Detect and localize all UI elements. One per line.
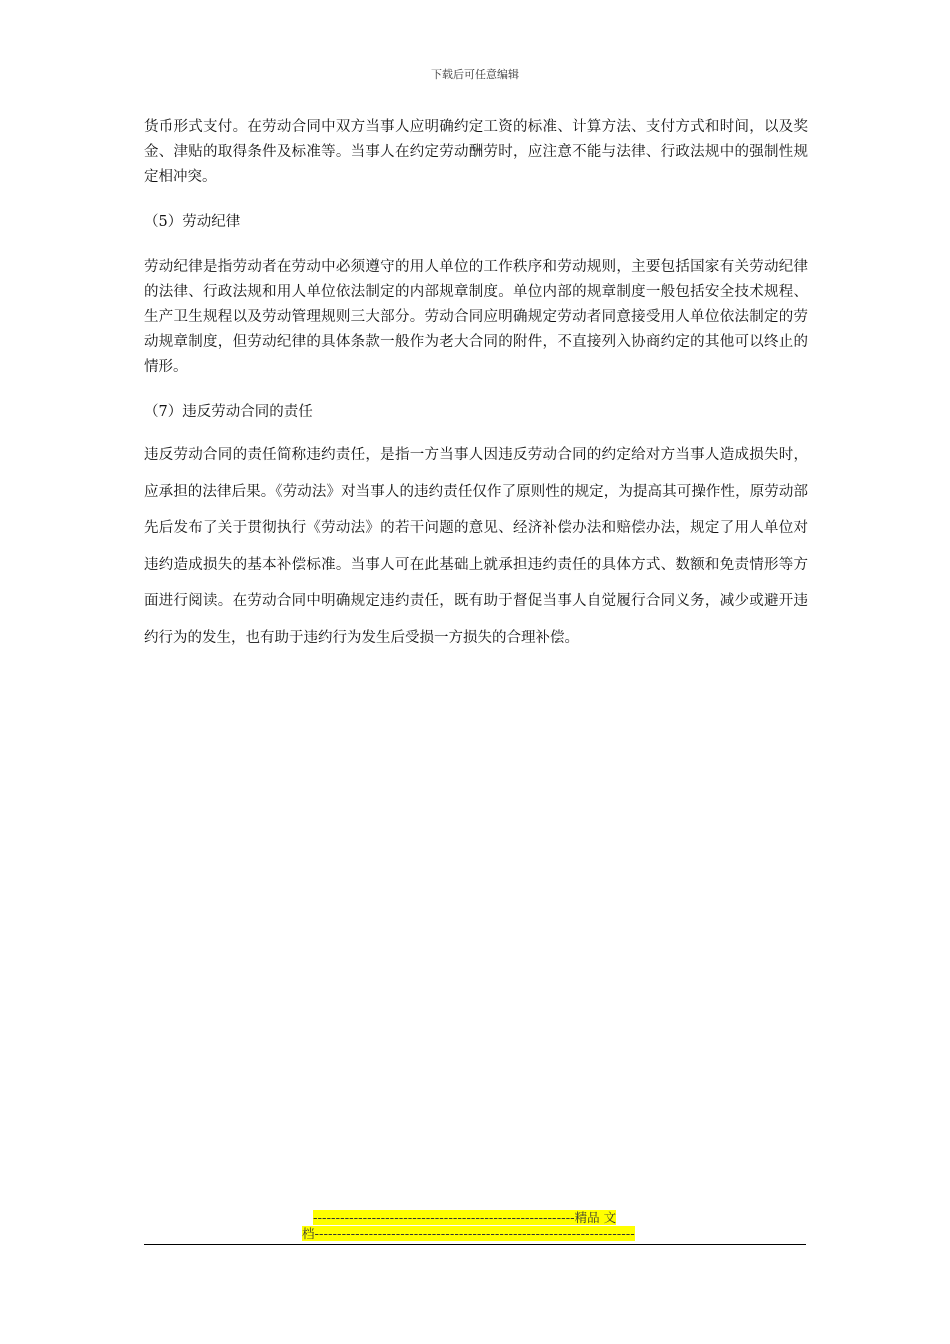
section-heading-labor-discipline: （5）劳动纪律 xyxy=(144,214,241,230)
paragraph-wage-payment: 货币形式支付。在劳动合同中双方当事人应明确约定工资的标准、计算方法、支付方式和时间，以及奖金、津贴的取得条件及标准等。当事人在约定劳动酬劳时，应注意不能与法律、行政法规中的强制性规定相冲突。 xyxy=(144,119,808,185)
paragraph-breach-liability: 违反劳动合同的责任简称违约责任，是指一方当事人因违反劳动合同的约定给对方当事人造成损失时，应承担的法律后果。《劳动法》对当事人的违约责任仅作了原则性的规定，为提高其可操作性，原劳动部先后发布了关于贯彻执行《劳动法》的若干问题的意见、经济补偿办法和赔偿办法，规定了用人单位对违约造成损失的基本补偿标准。当事人可在此基础上就承担违约责任的具体方式、数额和免责情形等方面进行阅读。在劳动合同中明确规定违约责任，既有助于督促当事人自觉履行合同义务，减少或避开违约行为的发生，也有助于违约行为发生后受损一方损失的合理补偿。 xyxy=(144,447,808,646)
section-heading-breach-liability: （7）违反劳动合同的责任 xyxy=(144,404,313,420)
footer-line-2: 档----------------------------------------------------------------------- xyxy=(302,1226,635,1241)
footer-line-1: ----------------------------------------------------------精品 文 xyxy=(313,1210,617,1225)
document-body xyxy=(144,115,808,656)
page-header: 下载后可任意编辑 xyxy=(431,68,519,81)
footer-watermark xyxy=(302,1210,652,1242)
paragraph-labor-discipline: 劳动纪律是指劳动者在劳动中必须遵守的用人单位的工作秩序和劳动规则，主要包括国家有关劳动纪律的法律、行政法规和用人单位依法制定的内部规章制度。单位内部的规章制度一般包括安全技术规程、生产卫生规程以及劳动管理规则三大部分。劳动合同应明确规定劳动者同意接受用人单位依法制定的劳动规章制度，但劳动纪律的具体条款一般作为老大合同的附件，不直接列入协商约定的其他可以终止的情形。 xyxy=(144,259,808,375)
footer-divider xyxy=(144,1244,806,1245)
